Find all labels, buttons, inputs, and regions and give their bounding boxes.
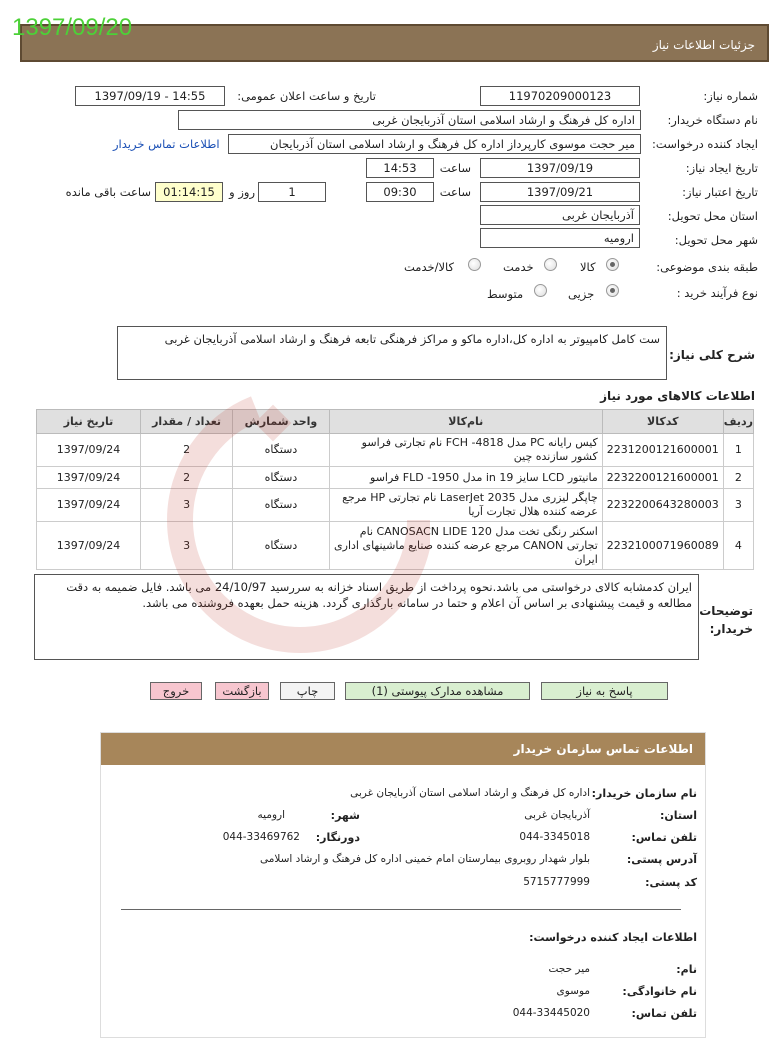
buyer-notes-textarea[interactable]: ایران کدمشابه کالای درخواستی می باشد.نحوه پرداخت از طریق اسناد خزانه به سررسید 24/10/97 می باشد. فایل ضمیمه به دقت مطالعه و قیمت پیشنهادی بر اساس آن اعلام و حتما در سامانه بارگذاری گردد. هزینه حمل بعهده فروشنده می باشد. bbox=[34, 574, 699, 660]
radio-goods-label: کالا bbox=[580, 260, 596, 274]
cell-date: 1397/09/24 bbox=[37, 489, 141, 522]
need-number-field: 11970209000123 bbox=[480, 86, 640, 106]
address-value: بلوار شهدار روبروی بیمارستان امام خمینی اداره کل فرهنگ و ارشاد اسلامی bbox=[259, 853, 590, 865]
page-header bbox=[20, 24, 769, 62]
table-row bbox=[37, 522, 754, 570]
fax-label: دورنگار: bbox=[315, 831, 360, 844]
province-value: آذربایجان غربی bbox=[524, 809, 590, 821]
province-label: استان محل تحویل: bbox=[667, 209, 758, 223]
creator-label: ایجاد کننده درخواست: bbox=[652, 137, 758, 151]
validity-time-field: 09:30 bbox=[366, 182, 434, 202]
announce-label: تاریخ و ساعت اعلان عمومی: bbox=[237, 89, 376, 103]
col-unit: واحد شمارش bbox=[233, 410, 330, 434]
print-button[interactable]: چاپ bbox=[280, 682, 335, 700]
page-title: جزئیات اطلاعات نیاز bbox=[652, 38, 755, 52]
cell-date: 1397/09/24 bbox=[37, 467, 141, 489]
address-label: آدرس پستی: bbox=[626, 853, 697, 866]
table-row bbox=[37, 467, 754, 489]
cell-code: 2232200643280003 bbox=[602, 489, 723, 522]
create-date-field: 1397/09/19 bbox=[480, 158, 640, 178]
cell-name: اسکنر رنگی تخت مدل CANOSACN LIDE 120 نام تجارتی CANON مرجع عرضه کننده صنایع ماشینهای اداری ایران bbox=[329, 522, 602, 570]
create-time-label: ساعت bbox=[439, 161, 471, 175]
cell-unit: دستگاه bbox=[233, 467, 330, 489]
attachments-button[interactable]: مشاهده مدارک پیوستی (1) bbox=[345, 682, 530, 700]
cell-unit: دستگاه bbox=[233, 434, 330, 467]
col-name: نام‌کالا bbox=[329, 410, 602, 434]
buyer-org-field: اداره کل فرهنگ و ارشاد اسلامی استان آذربایجان غربی bbox=[178, 110, 641, 130]
col-code: کدکالا bbox=[602, 410, 723, 434]
announce-field: 1397/09/19 - 14:55 bbox=[75, 86, 225, 106]
contact-panel bbox=[100, 732, 706, 1038]
need-number-label: شماره نیاز: bbox=[703, 89, 758, 103]
name-value: میر حجت bbox=[548, 963, 590, 975]
cell-index: 3 bbox=[723, 489, 753, 522]
table-row bbox=[37, 434, 754, 467]
buyer-notes-label: توضیحات خریدار: bbox=[699, 604, 753, 636]
family-label: نام خانوادگی: bbox=[622, 985, 697, 998]
radio-medium-label: متوسط bbox=[487, 287, 524, 301]
org-label: نام سازمان خریدار: bbox=[591, 787, 697, 800]
validity-date-field: 1397/09/21 bbox=[480, 182, 640, 202]
cell-index: 2 bbox=[723, 467, 753, 489]
cell-code: 2232200121600001 bbox=[602, 467, 723, 489]
province-label: استان: bbox=[660, 809, 697, 822]
creator-section-title: اطلاعات ایجاد کننده درخواست: bbox=[529, 931, 697, 944]
cell-name: مانیتور LCD سایز 19 in مدل FLD -1950 فراسو bbox=[329, 467, 602, 489]
phone-value: 044-3345018 bbox=[519, 831, 590, 843]
buyer-org-label: نام دستگاه خریدار: bbox=[667, 113, 758, 127]
col-date: تاریخ نیاز bbox=[37, 410, 141, 434]
purchase-type-label: نوع فرآیند خرید : bbox=[676, 286, 758, 300]
summary-label: شرح کلی نیاز: bbox=[669, 348, 755, 362]
org-value: اداره کل فرهنگ و ارشاد اسلامی استان آذربایجان غربی bbox=[350, 787, 590, 799]
validity-time-label: ساعت bbox=[439, 185, 471, 199]
cell-qty: 2 bbox=[141, 467, 233, 489]
cell-qty: 3 bbox=[141, 522, 233, 570]
creator-phone-label: تلفن تماس: bbox=[631, 1007, 697, 1020]
creator-phone-value: 044-33445020 bbox=[512, 1007, 590, 1019]
items-section-title: اطلاعات کالاهای مورد نیاز bbox=[600, 389, 755, 403]
exit-button[interactable]: خروج bbox=[150, 682, 202, 700]
divider bbox=[121, 909, 681, 910]
days-label: روز و bbox=[229, 185, 255, 199]
radio-service[interactable] bbox=[544, 258, 557, 271]
cell-name: کیس رایانه PC مدل FCH -4818 نام تجارتی فراسو کشور سازنده چین bbox=[329, 434, 602, 467]
days-count-field: 1 bbox=[258, 182, 326, 202]
items-table bbox=[36, 409, 754, 570]
cell-index: 4 bbox=[723, 522, 753, 570]
radio-goods[interactable] bbox=[606, 258, 619, 271]
cell-index: 1 bbox=[723, 434, 753, 467]
cell-name: چاپگر لیزری مدل LaserJet 2035 نام تجارتی HP مرجع عرضه کننده هلال تجارت آریا bbox=[329, 489, 602, 522]
city-label: شهر: bbox=[330, 809, 360, 822]
creator-field: میر حجت موسوی کارپرداز اداره کل فرهنگ و ارشاد اسلامی استان آذربایجان bbox=[228, 134, 641, 154]
radio-minor-label: جزیی bbox=[568, 287, 595, 301]
cell-qty: 3 bbox=[141, 489, 233, 522]
reply-button[interactable]: پاسخ به نیاز bbox=[541, 682, 668, 700]
create-time-field: 14:53 bbox=[366, 158, 434, 178]
validity-label: تاریخ اعتبار نیاز: bbox=[682, 185, 758, 199]
postal-value: 5715777999 bbox=[523, 876, 590, 888]
summary-textarea[interactable]: ست کامل کامپیوتر به اداره کل،اداره ماکو و مراکز فرهنگی تابعه فرهنگ و ارشاد اسلامی آذربایجان غربی bbox=[117, 326, 667, 380]
cell-unit: دستگاه bbox=[233, 489, 330, 522]
create-date-label: تاریخ ایجاد نیاز: bbox=[685, 161, 758, 175]
fax-value: 044-33469762 bbox=[222, 831, 300, 843]
stamp-date: 1397/09/20 bbox=[12, 14, 133, 41]
radio-minor[interactable] bbox=[606, 284, 619, 297]
radio-medium[interactable] bbox=[534, 284, 547, 297]
cell-unit: دستگاه bbox=[233, 522, 330, 570]
province-field: آذربایجان غربی bbox=[480, 205, 640, 225]
table-row bbox=[37, 489, 754, 522]
cell-date: 1397/09/24 bbox=[37, 434, 141, 467]
col-qty: تعداد / مقدار bbox=[141, 410, 233, 434]
contact-header bbox=[101, 733, 706, 765]
cell-code: 2231200121600001 bbox=[602, 434, 723, 467]
back-button[interactable]: بازگشت bbox=[215, 682, 269, 700]
contact-title: اطلاعات تماس سازمان خریدار bbox=[513, 742, 693, 756]
col-index: ردیف bbox=[723, 410, 753, 434]
remaining-label: ساعت باقی مانده bbox=[65, 185, 151, 199]
city-field: ارومیه bbox=[480, 228, 640, 248]
category-label: طبقه بندی موضوعی: bbox=[656, 260, 758, 274]
family-value: موسوی bbox=[556, 985, 590, 997]
city-value: ارومیه bbox=[257, 809, 285, 821]
cell-date: 1397/09/24 bbox=[37, 522, 141, 570]
radio-goods-service-label: کالا/خدمت bbox=[404, 260, 455, 274]
cell-qty: 2 bbox=[141, 434, 233, 467]
city-label: شهر محل تحویل: bbox=[674, 233, 758, 247]
cell-code: 2232100071960089 bbox=[602, 522, 723, 570]
phone-label: تلفن تماس: bbox=[631, 831, 697, 844]
radio-goods-service[interactable] bbox=[468, 258, 481, 271]
radio-service-label: خدمت bbox=[503, 260, 534, 274]
remaining-time-field: 01:14:15 bbox=[155, 182, 223, 202]
buyer-contact-link[interactable]: اطلاعات تماس خریدار bbox=[113, 137, 220, 151]
name-label: نام: bbox=[676, 963, 697, 976]
postal-label: کد پستی: bbox=[645, 876, 697, 889]
